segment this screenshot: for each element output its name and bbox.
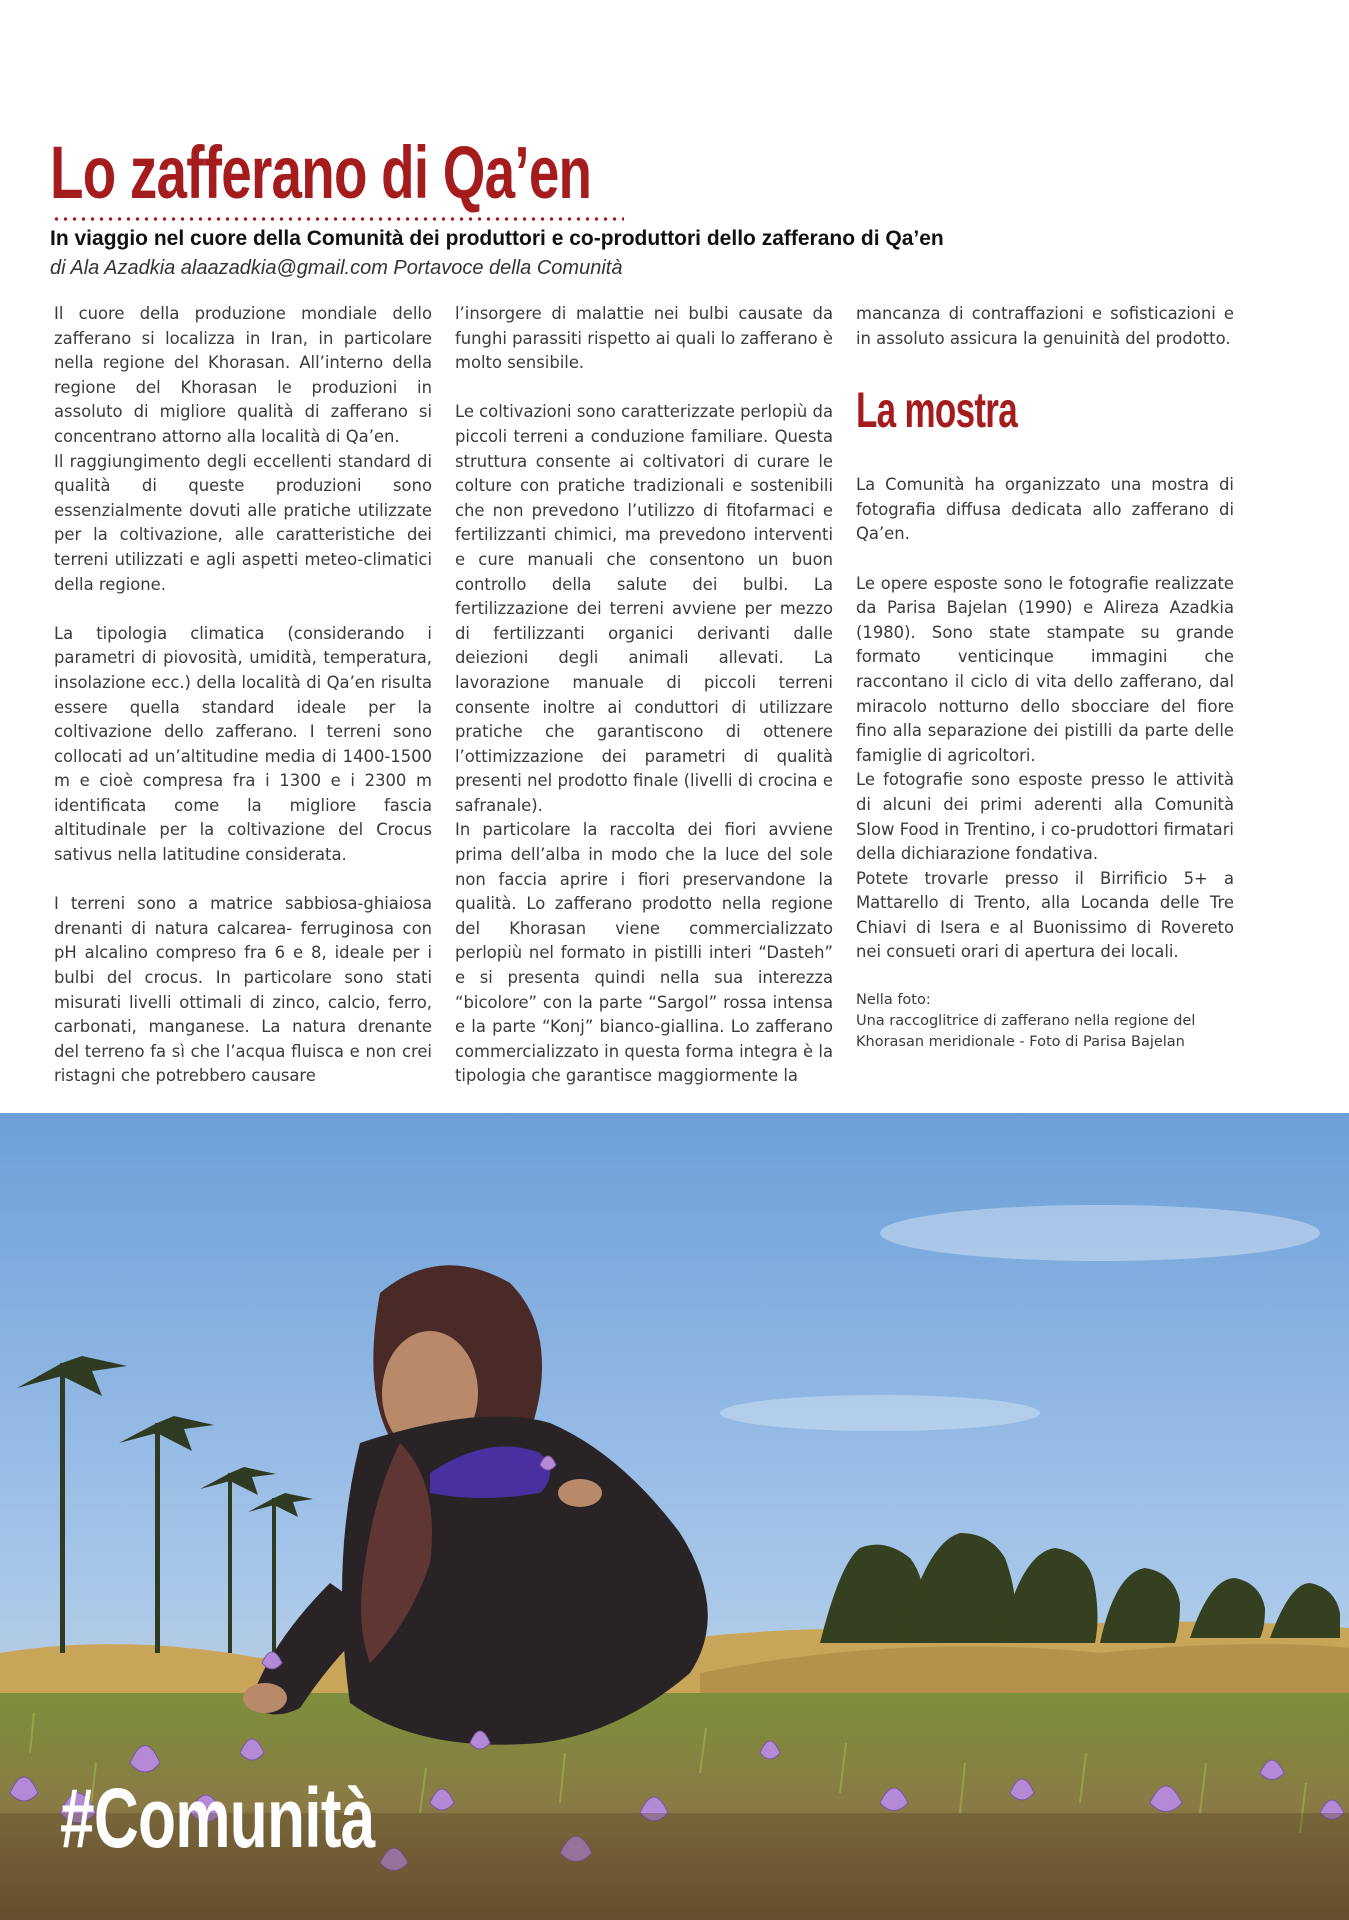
caption-label: Nella foto: — [856, 991, 931, 1008]
caption-text: Una raccoglitrice di zafferano nella regione del Khorasan meridionale - Foto di Parisa Bajelan — [856, 1012, 1196, 1050]
paragraph: mancanza di contraffazioni e sofisticazioni e in assoluto assicura la genuinità del prodotto. — [856, 304, 1234, 348]
paragraph: l’insorgere di malattie nei bulbi causate da funghi parassiti rispetto ai quali lo zafferano è molto sensibile. — [455, 304, 833, 373]
photo-caption — [856, 990, 1234, 1053]
text-column-1 — [54, 302, 432, 1114]
paragraph: La tipologia climatica (considerando i parametri di piovosità, umidità, temperatura, insolazione ecc.) della località di Qa’en risulta essere quella standard ideale per la coltivazione dello zafferano. I terreni sono collocati ad un’altitudine media di 1400-1500 m e cioè compresa fra i 1300 e i 2300 m identificata come la migliore fascia altitudinale per la coltivazione del Crocus sativus nella latitudine considerata. — [54, 623, 432, 865]
paragraph: Le fotografie sono esposte presso le attività di alcuni dei primi aderenti alla Comunità Slow Food in Trentino, i co-prudottori firmatari della dichiarazione fondativa. — [856, 770, 1234, 864]
article-title: Lo zafferano di Qa’en — [50, 131, 592, 214]
section-title: La mostra — [856, 382, 1017, 439]
article-byline: di Ala Azadkia alaazadkia@gmail.com Portavoce della Comunità — [50, 257, 623, 279]
paragraph: In particolare la raccolta dei fiori avviene prima dell’alba in modo che la luce del sole non faccia aprire i fiori preservandone la qualità. Lo zafferano prodotto nella regione del Khorasan viene commercializzato perlopiù nel formato in pistilli interi “Dasteh” e si presenta quindi nella sua interezza “bicolore” con la parte “Sargol” rossa intensa e la parte “Konj” bianco-giallina. Lo zafferano commercializzato in questa forma integra è la tipologia che garantisce maggiormente la — [455, 820, 833, 1086]
paragraph: Il cuore della produzione mondiale dello zafferano si localizza in Iran, in particolare nella regione del Khorasan. All’interno della regione del Khorasan le produzioni in assoluto di migliore qualità di zafferano si concentrano attorno alla località di Qa’en. — [54, 304, 432, 446]
paragraph: Le coltivazioni sono caratterizzate perlopiù da piccoli terreni a conduzione familiare. Questa struttura consente ai coltivatori di curare le colture con pratiche tradizionali e sostenibili che non prevedono l’utilizzo di fitofarmaci e fertilizzanti chimici, ma prevedono interventi e cure manuali che consentono un buon controllo della salute dei bulbi. La fertilizzazione dei terreni avviene per mezzo di fertilizzanti organici derivanti dalle deiezioni degli animali allevati. La lavorazione manuale di piccoli terreni consente inoltre ai conduttori di utilizzare pratiche che garantiscono di ottenere l’ottimizzazione dei parametri di qualità presenti nel prodotto finale (livelli di crocina e safranale). — [455, 402, 833, 815]
section-hashtag: #Comunità — [60, 1771, 375, 1865]
text-column-3 — [856, 302, 1234, 1053]
paragraph: La Comunità ha organizzato una mostra di fotografia diffusa dedicata allo zafferano di Qa’en. — [856, 475, 1234, 544]
title-dotted-underline — [52, 217, 624, 221]
paragraph: Le opere esposte sono le fotografie realizzate da Parisa Bajelan (1990) e Alireza Azadkia (1980). Sono state stampate su grande formato venticinque immagini che raccontano il ciclo di vita dello zafferano, dal miracolo notturno dello sbocciare del fiore fino alla separazione dei pistilli da parte delle famiglie di agricoltori. — [856, 573, 1234, 765]
paragraph: Il raggiungimento degli eccellenti standard di qualità di queste produzioni sono essenzialmente dovuti alle pratiche utilizzate per la coltivazione, alle caratteristiche dei terreni utilizzati e agli aspetti meteo-climatici della regione. — [54, 451, 432, 594]
paragraph: I terreni sono a matrice sabbiosa-ghiaiosa drenanti di natura calcarea- ferruginosa con pH alcalino compreso fra 6 e 8, ideale per i bulbi del crocus. In particolare sono stati misurati livelli ottimali di zinco, calcio, ferro, carbonati, manganese. La natura drenante del terreno fa sì che l’acqua fluisca e non crei ristagni che potrebbero causare — [54, 894, 432, 1086]
text-column-2 — [455, 302, 833, 1114]
paragraph: Potete trovarle presso il Birrificio 5+ a Mattarello di Trento, alla Locanda delle Tre Chiavi di Isera e al Buonissimo di Rovereto nei consueti orari di apertura dei locali. — [856, 868, 1234, 962]
article-subtitle: In viaggio nel cuore della Comunità dei produttori e co-produttori dello zafferano di Qa’en — [50, 227, 944, 250]
